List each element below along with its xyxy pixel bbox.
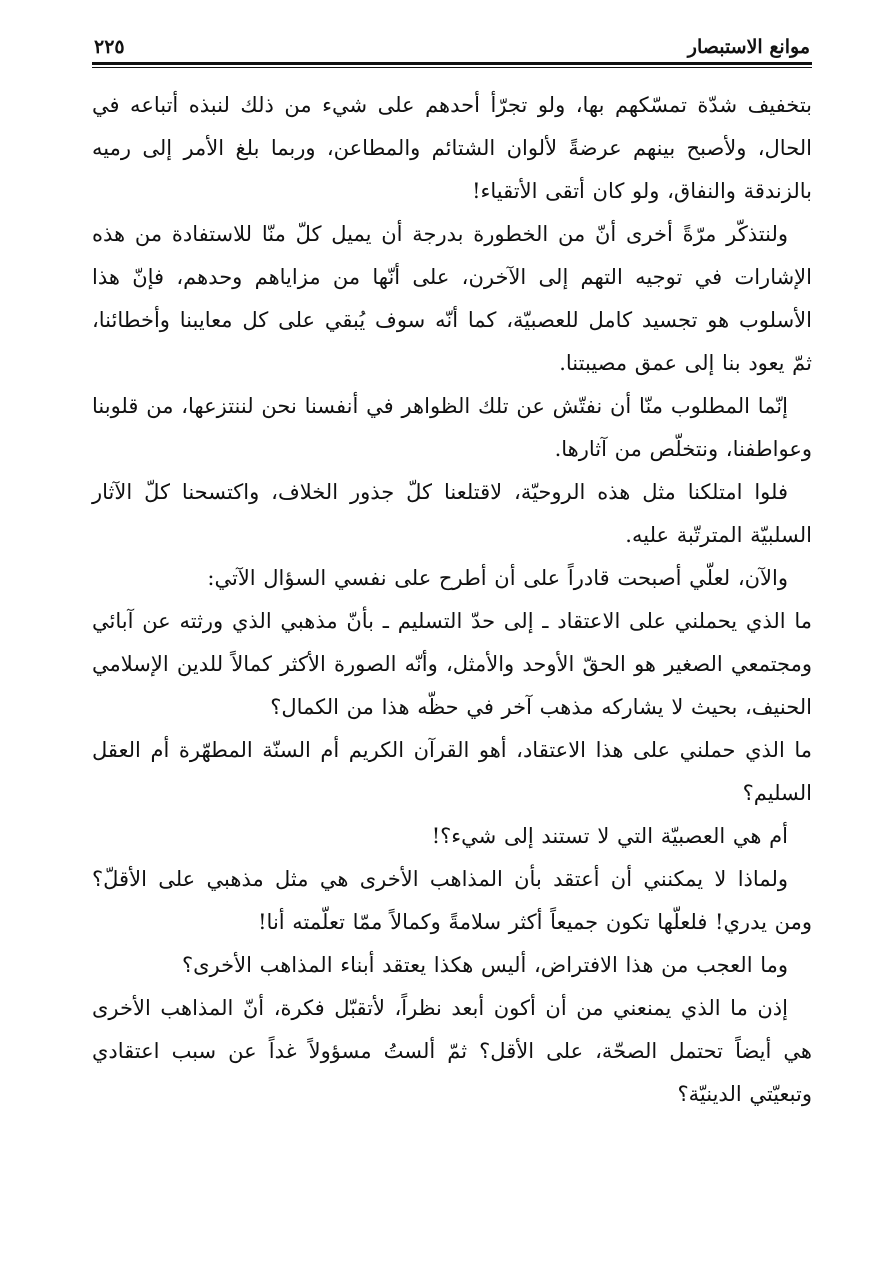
paragraph: إنّما المطلوب منّا أن نفتّش عن تلك الظواهر في أنفسنا نحن لننتزعها، من قلوبنا وعواطفنا، ونتخلّص من آثارها.	[92, 394, 812, 461]
body-text	[92, 84, 812, 1116]
paragraph: بتخفيف شدّة تمسّكهم بها، ولو تجرّأ أحدهم على شيء من ذلك لنبذه أتباعه في الحال، ولأصبح بينهم عرضةً لألوان الشتائم والمطاعن، وربما بلغ الأمر إلى رميه بالزندقة والنفاق، ولو كان أتقى الأتقياء!	[92, 93, 812, 203]
page-number: ٢٢٥	[94, 36, 125, 58]
paragraph: وما العجب من هذا الافتراض، أليس هكذا يعتقد أبناء المذاهب الأخرى؟	[181, 953, 788, 977]
paragraph: والآن، لعلّي أصبحت قادراً على أن أطرح على نفسي السؤال الآتي:	[207, 566, 788, 590]
paragraph: ما الذي حملني على هذا الاعتقاد، أهو القرآن الكريم أم السنّة المطهّرة أم العقل السليم؟	[92, 738, 812, 805]
paragraph: أم هي العصبيّة التي لا تستند إلى شيء؟!	[431, 824, 788, 848]
running-title: موانع الاستبصار	[687, 36, 810, 58]
paragraph: ما الذي يحملني على الاعتقاد ـ إلى حدّ التسليم ـ بأنّ مذهبي الذي ورثته عن آبائي ومجتمعي الصغير هو الحقّ الأوحد والأمثل، وأنّه الصورة الأكثر كمالاً للدين الإسلامي الحنيف، بحيث لا يشاركه مذهب آخر في حظّه هذا من الكمال؟	[92, 609, 812, 719]
header-rule-thin	[92, 67, 812, 68]
paragraph: إذن ما الذي يمنعني من أن أكون أبعد نظراً، لأتقبّل فكرة، أنّ المذاهب الأخرى هي أيضاً تحتمل الصحّة، على الأقل؟ ثمّ ألستُ مسؤولاً غداً عن سبب اعتقادي وتبعيّتي الدينيّة؟	[92, 996, 812, 1106]
paragraph: ولماذا لا يمكنني أن أعتقد بأن المذاهب الأخرى هي مثل مذهبي على الأقلّ؟ ومن يدري! فلعلّها تكون جميعاً أكثر سلامةً وكمالاً ممّا تعلّمته أنا!	[92, 867, 812, 934]
header-rule-thick	[92, 62, 812, 65]
running-header	[92, 28, 812, 58]
paragraph: فلوا امتلكنا مثل هذه الروحيّة، لاقتلعنا كلّ جذور الخلاف، واكتسحنا كلّ الآثار السلبيّة المترتّبة عليه.	[92, 480, 812, 547]
paragraph: ولنتذكّر مرّةً أخرى أنّ من الخطورة بدرجة أن يميل كلّ منّا للاستفادة من هذه الإشارات في توجيه التهم إلى الآخرن، على أنّها من مزاياهم وحدهم، فإنّ هذا الأسلوب هو تجسيد كامل للعصبيّة، كما أنّه سوف يُبقي على كل معايبنا وأخطائنا، ثمّ يعود بنا إلى عمق مصيبتنا.	[92, 222, 812, 375]
page	[92, 28, 812, 1116]
